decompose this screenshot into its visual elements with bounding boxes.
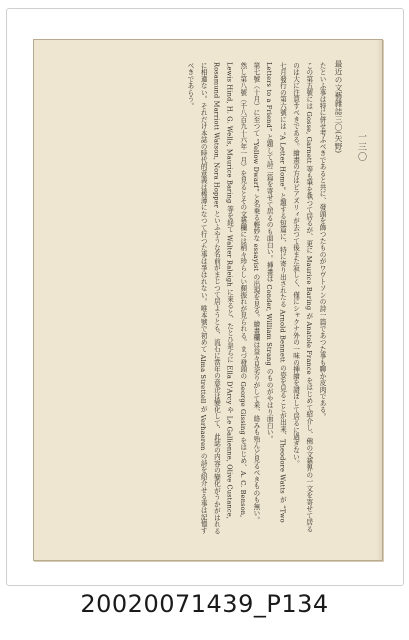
paragraph: 七月發行の第六號には “A Letter Home” と題する短篇に、特に寄り出されたる Arnold Bennett の姿を見ることが出来、Theodore Watts が “Two Letters to a Friend” と題して詩二篇を寄せて居るのも面白い。挿畫は Conder, William Strang のものがやはり面白い。 [265, 62, 287, 523]
body-text [28, 62, 328, 538]
running-head: 最近の文藝雜誌三〇(矢野) [334, 60, 343, 154]
paragraph: 然し第八號（千八百九十六年一月）を見るとその文藝欄には稍々珍らしい顏振れが見られる。まづ發頭の George Gissing をはじめ、A. C. Benson, Lewis Hind, H. G. Wells, Maurice Baring 等を経て Walter Raleigh に來ると、たとひ是らに Ella D'Arcy や Le Gallienne, Olive Custance, Rosamund Marriott Watson, Nora Hopper といふやうな名前がまじつて居ようとも、流石に當年の意企は變化して、此誌の内容の變化がうかがはれるに相違ない。それだけ本誌の時代的意義は稀薄になつて行つた事は爭はれない。唯本號で初めて Alma Strettell が Verhaeren の詩を紹介せる事は記憶すべきであらう。 [185, 62, 247, 535]
page-card [6, 8, 404, 586]
paragraph: この第五號には Gosse, Garnett 等も筆を執つて居るが、更に Maurice Baring が Anatole France をはじめて紹介し、佛の文藝界の一文を寄せて居るのは大に注意すべきである。繪畫の方はビアズリィが去つて後また寂しく、僅にシャクナ外の一味の挿繪を譜ぼして居るに過ぎない。 [291, 62, 313, 533]
scanned-page [33, 39, 383, 561]
image-caption: 20020071439_P134 [80, 590, 329, 618]
paragraph: 第七號（十月）に至つて “Yellow Dwarf” と名乗る輕妙な essayist の出現を見る。繪畫欄は益々見劣りがして来、絡みも殆んど見るべきものも無い。 [251, 62, 260, 524]
paragraph: たといふ事は特に併せ考ふべきであると共に、發頭を飾つたものがワヴトソンの詩一篇であつた事も聊か皮肉である。 [318, 62, 326, 420]
page-number: 一三〇 [356, 132, 366, 162]
